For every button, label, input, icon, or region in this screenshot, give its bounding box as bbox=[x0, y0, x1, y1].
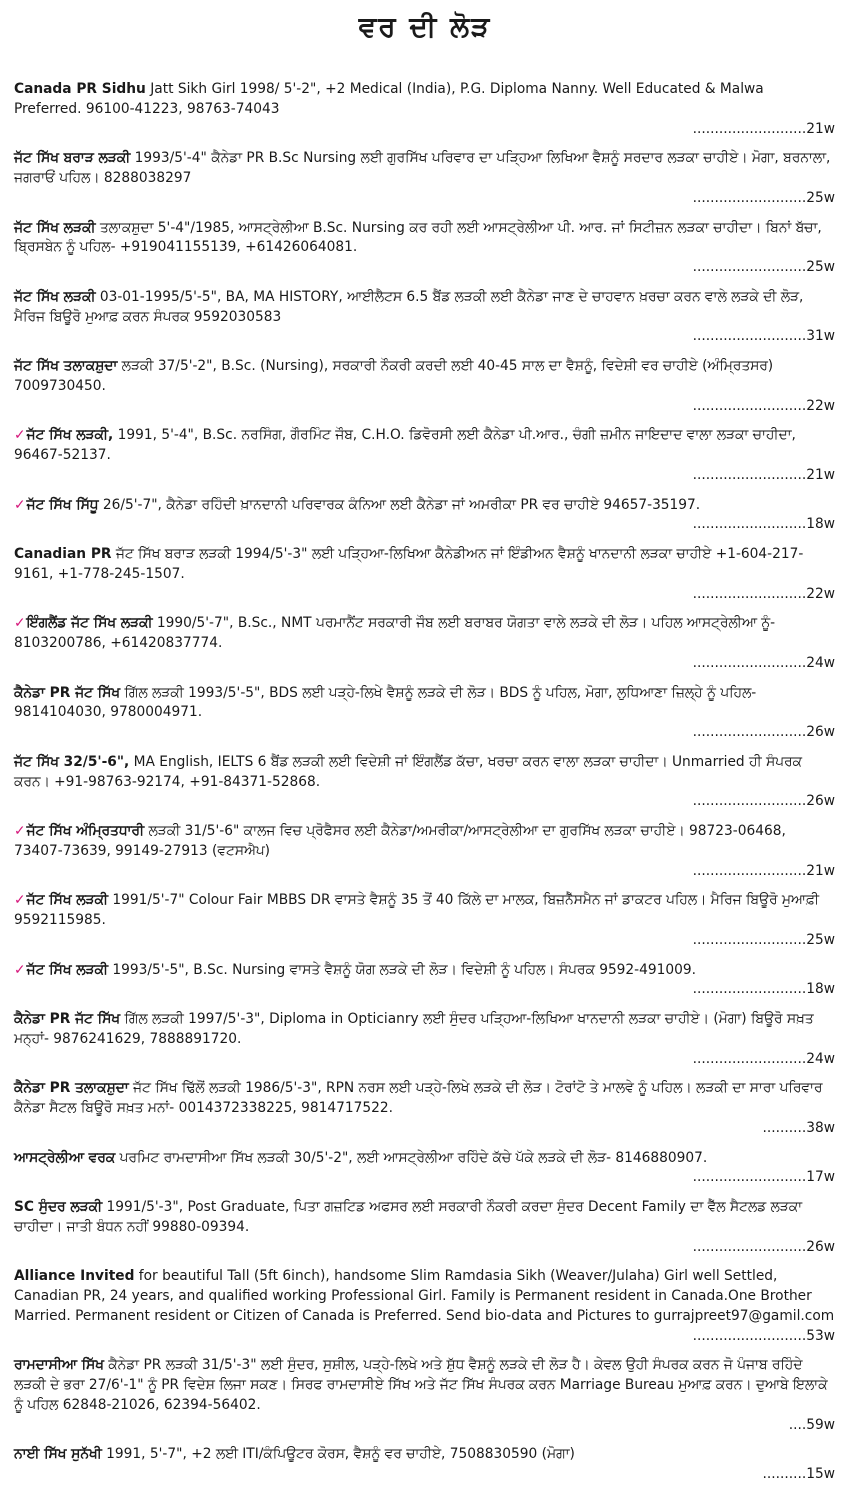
classified-ad bbox=[14, 614, 835, 673]
ad-word-count: ....59w bbox=[788, 1416, 835, 1433]
ad-lead: ਜੱਟ ਸਿੱਖ ਅੰਮ੍ਰਿਤਧਾਰੀ bbox=[26, 823, 145, 839]
ad-text: ਤਲਾਕਸ਼ੁਦਾ 5'-4"/1985, ਆਸਟ੍ਰੇਲੀਆ B.Sc. Nursing ਕਰ ਰਹੀ ਲਈ ਆਸਟ੍ਰੇਲੀਆ ਪੀ. ਆਰ. ਜਾਂ ਸਿਟੀਜ਼ਨ ਲੜਕਾ ਚਾਹੀਦਾ। ਬਿਨਾਂ ਬੱਚਾ, ਬ੍ਰਿਸਬੇਨ ਨੂੰ ਪਹਿਲ- +919041155139, +61426064081. bbox=[14, 219, 822, 256]
classified-ad bbox=[14, 753, 835, 812]
check-mark-icon: ✓ bbox=[14, 615, 26, 632]
ad-word-count: ..........................26w bbox=[692, 724, 835, 740]
ad-text: ਪਰਮਿਟ ਰਾਮਦਾਸੀਆ ਸਿੱਖ ਲੜਕੀ 30/5'-2", ਲਈ ਆਸਟ੍ਰੇਲੀਆ ਰਹਿੰਦੇ ਕੱਚੇ ਪੱਕੇ ਲੜਕੇ ਦੀ ਲੋੜ- 8146880907. bbox=[115, 1149, 708, 1166]
ad-word-count: ..........................18w bbox=[692, 516, 835, 533]
classified-ad bbox=[14, 80, 835, 139]
ad-text: MA English, IELTS 6 ਬੈਂਡ ਲੜਕੀ ਲਈ ਵਿਦੇਸ਼ੀ ਜਾਂ ਇੰਗਲੈਂਡ ਕੱਚਾ, ਖਰਚਾ ਕਰਨ ਵਾਲਾ ਲੜਕਾ ਚਾਹੀਦਾ। Unmarried ਹੀ ਸੰਪਰਕ ਕਰਨ। +91-98763-92174, +91-84371-52868. bbox=[14, 753, 802, 790]
ad-word-count: ..........................24w bbox=[692, 1050, 835, 1067]
ad-lead: Canadian PR bbox=[14, 546, 112, 562]
ad-lead: ਇੰਗਲੈਂਡ ਜੱਟ ਸਿੱਖ ਲੜਕੀ bbox=[26, 615, 153, 632]
ad-lead: ਜੱਟ ਸਿੱਖ ਲੜਕੀ, bbox=[26, 427, 114, 444]
ad-lead: ਆਸਟ੍ਰੇਲੀਆ ਵਰਕ bbox=[14, 1149, 116, 1166]
classified-ad bbox=[14, 357, 835, 416]
ad-lead: ਜੱਟ ਸਿੱਖ ਲੜਕੀ bbox=[26, 892, 108, 909]
ad-lead: ਜੱਟ ਸਿੱਖ 32/5'-6", bbox=[14, 753, 130, 770]
ad-text: Jatt Sikh Girl 1998/ 5'-2", +2 Medical (India), P.G. Diploma Nanny. Well Educated & Malwa Preferred. 96100-41223, 98763-74043 bbox=[14, 81, 764, 117]
ad-lead: ਕੈਨੇਡਾ PR ਜੱਟ ਸਿੱਖ bbox=[14, 684, 120, 701]
classified-ad bbox=[14, 1079, 835, 1138]
ad-word-count: ..........................24w bbox=[692, 654, 835, 671]
check-mark-icon: ✓ bbox=[14, 892, 26, 909]
ad-text: 1993/5'-5", B.Sc. Nursing ਵਾਸਤੇ ਵੈਸ਼ਨੂੰ ਯੋਗ ਲੜਕੇ ਦੀ ਲੋੜ। ਵਿਦੇਸ਼ੀ ਨੂੰ ਪਹਿਲ। ਸੰਪਰਕ 9592-491009. bbox=[108, 961, 697, 978]
ad-lead: ਕੈਨੇਡਾ PR ਜੱਟ ਸਿੱਖ bbox=[14, 1011, 120, 1027]
ad-word-count: ..........................22w bbox=[692, 397, 835, 414]
classified-ad bbox=[14, 288, 835, 347]
ad-lead: ਜੱਟ ਸਿੱਖ ਸਿੱਧੂ bbox=[26, 496, 99, 513]
ad-text: ਲੜਕੀ 31/5'-6" ਕਾਲਜ ਵਿਚ ਪ੍ਰੋਫੈਸਰ ਲਈ ਕੈਨੇਡਾ/ਅਮਰੀਕਾ/ਆਸਟ੍ਰੇਲੀਆ ਦਾ ਗੁਰਸਿੱਖ ਲੜਕਾ ਚਾਹੀਏ। 98723-06468, 73407-73639, 99149-27913 (ਵਟਸਐਪ) bbox=[14, 823, 786, 859]
ad-text: 1990/5'-7", B.Sc., NMT ਪਰਮਾਨੈਂਟ ਸਰਕਾਰੀ ਜੌਬ ਲਈ ਬਰਾਬਰ ਯੋਗਤਾ ਵਾਲੇ ਲੜਕੇ ਦੀ ਲੋੜ। ਪਹਿਲ ਆਸਟ੍ਰੇਲੀਆ ਨੂੰ- 8103200786, +61420837774. bbox=[14, 615, 776, 651]
ad-text: 1991, 5'-4", B.Sc. ਨਰਸਿੰਗ, ਗੌਰਮਿੰਟ ਜੌਬ, C.H.O. ਡਿਵੋਰਸੀ ਲਈ ਕੈਨੇਡਾ ਪੀ.ਆਰ., ਚੰਗੀ ਜ਼ਮੀਨ ਜਾਇਦਾਦ ਵਾਲਾ ਲੜਕਾ ਚਾਹੀਦਾ, 96467-52137. bbox=[14, 427, 796, 463]
ad-word-count: ..........................31w bbox=[692, 328, 835, 345]
classified-ad bbox=[14, 1356, 835, 1435]
classified-ad bbox=[14, 219, 835, 278]
ad-word-count: ..........................18w bbox=[692, 981, 835, 998]
ad-lead: ਜੱਟ ਸਿੱਖ ਤਲਾਕਸ਼ੁਦਾ bbox=[14, 358, 118, 374]
ad-lead: ਜੱਟ ਸਿੱਖ ਲੜਕੀ bbox=[14, 219, 96, 236]
check-mark-icon: ✓ bbox=[14, 961, 26, 978]
ad-word-count: ..........................21w bbox=[692, 466, 835, 483]
ad-text: 03-01-1995/5'-5", BA, MA HISTORY, ਆਈਲੈਟਸ 6.5 ਬੈਂਡ ਲੜਕੀ ਲਈ ਕੈਨੇਡਾ ਜਾਣ ਦੇ ਚਾਹਵਾਨ ਖ਼ਰਚਾ ਕਰਨ ਵਾਲੇ ਲੜਕੇ ਦੀ ਲੋੜ, ਮੈਰਿਜ ਬਿਊਰੋ ਮੁਆਫ਼ ਕਰਨ ਸੰਪਰਕ 9592030583 bbox=[14, 288, 804, 325]
classified-ad bbox=[14, 1010, 835, 1069]
ad-lead: ਕੈਨੇਡਾ PR ਤਲਾਕਸ਼ੁਦਾ bbox=[14, 1080, 129, 1097]
classified-ad bbox=[14, 1445, 835, 1485]
ad-lead: Canada PR Sidhu bbox=[14, 81, 146, 97]
classified-ad bbox=[14, 149, 835, 208]
ad-lead: ਜੱਟ ਸਿੱਖ ਲੜਕੀ bbox=[26, 961, 108, 978]
ad-word-count: ..........................26w bbox=[692, 1238, 835, 1255]
check-mark-icon: ✓ bbox=[14, 823, 26, 839]
ad-lead: ਜੱਟ ਸਿੱਖ ਲੜਕੀ bbox=[14, 288, 96, 305]
ad-lead: ਜੱਟ ਸਿੱਖ ਬਰਾੜ ਲੜਕੀ bbox=[14, 150, 131, 167]
ad-word-count: ..........................25w bbox=[692, 189, 835, 206]
ad-word-count: ..........................21w bbox=[692, 862, 835, 879]
check-mark-icon: ✓ bbox=[14, 496, 26, 513]
classified-ad bbox=[14, 822, 835, 881]
ad-text: ਗਿੱਲ ਲੜਕੀ 1993/5'-5", BDS ਲਈ ਪੜ੍ਹੇ-ਲਿਖੇ ਵੈਸ਼ਨੂੰ ਲੜਕੇ ਦੀ ਲੋੜ। BDS ਨੂੰ ਪਹਿਲ, ਮੋਗਾ, ਲੁਧਿਆਣਾ ਜ਼ਿਲ੍ਹੇ ਨੂੰ ਪਹਿਲ- 9814104030, 9780004971. bbox=[14, 684, 757, 721]
ads-list bbox=[0, 80, 850, 1485]
ad-word-count: ..........................21w bbox=[692, 120, 835, 137]
ad-text: 26/5'-7", ਕੈਨੇਡਾ ਰਹਿੰਦੀ ਖ਼ਾਨਦਾਨੀ ਪਰਿਵਾਰਕ ਕੰਨਿਆ ਲਈ ਕੈਨੇਡਾ ਜਾਂ ਅਮਰੀਕਾ PR ਵਰ ਚਾਹੀਏ 94657-35197. bbox=[98, 496, 701, 513]
classified-ad bbox=[14, 545, 835, 604]
ad-text: 1991/5'-3", Post Graduate, ਪਿਤਾ ਗਜ਼ਟਿਡ ਅਫਸਰ ਲਈ ਸਰਕਾਰੀ ਨੌਕਰੀ ਕਰਦਾ ਸੁੰਦਰ Decent Family ਦਾ ਵੈੱਲ ਸੈਟਲਡ ਲੜਕਾ ਚਾਹੀਦਾ। ਜਾਤੀ ਬੰਧਨ ਨਹੀਂ 99880-09394. bbox=[14, 1199, 803, 1235]
classified-ad bbox=[14, 1198, 835, 1257]
ad-text: 1993/5'-4" ਕੈਨੇਡਾ PR B.Sc Nursing ਲਈ ਗੁਰਸਿੱਖ ਪਰਿਵਾਰ ਦਾ ਪੜ੍ਹਿਆ ਲਿਖਿਆ ਵੈਸ਼ਨੂੰ ਸਰਦਾਰ ਲੜਕਾ ਚਾਹੀਏ। ਮੋਗਾ, ਬਰਨਾਲਾ, ਜਗਰਾਓਂ ਪਹਿਲ। 8288038297 bbox=[14, 150, 831, 186]
ad-text: ਕੈਨੇਡਾ PR ਲੜਕੀ 31/5'-3" ਲਈ ਸੁੰਦਰ, ਸੁਸ਼ੀਲ, ਪੜ੍ਹੇ-ਲਿਖੇ ਅਤੇ ਸ਼ੁੱਧ ਵੈਸ਼ਨੂੰ ਲੜਕੇ ਦੀ ਲੋੜ ਹੈ। ਕੇਵਲ ਉਹੀ ਸੰਪਰਕ ਕਰਨ ਜੋ ਪੰਜਾਬ ਰਹਿੰਦੇ ਲੜਕੀ ਦੇ ਭਰਾ 27/6'-1" ਨੂੰ PR ਵਿਦੇਸ਼ ਲਿਜਾ ਸਕਣ। ਸਿਰਫ ਰਾਮਦਾਸੀਏ ਸਿੱਖ ਅਤੇ ਜੱਟ ਸਿੱਖ ਸੰਪਰਕ ਕਰਨ Marriage Bureau ਮੁਆਫ਼ ਕਰਨ। ਦੁਆਬੇ ਇਲਾਕੇ ਨੂੰ ਪਹਿਲ 62848-21026, 62394-56402. bbox=[14, 1357, 828, 1413]
classified-ad bbox=[14, 1149, 835, 1189]
ad-word-count: ..........................17w bbox=[692, 1169, 835, 1186]
ad-word-count: ..........................25w bbox=[692, 259, 835, 275]
ad-text: for beautiful Tall (5ft 6inch), handsome Slim Ramdasia Sikh (Weaver/Julaha) Girl well Settled, Canadian PR, 24 years, and qualified working Professional Girl. Family is Permanent resident in Canada.One Brother Married. Permanent resident or Citizen of Canada is Preferred. Send bio-data and Pictures to gurrajpreet97@gamil.com bbox=[14, 1268, 835, 1324]
ad-text: ਜੱਟ ਸਿੱਖ ਢਿੱਲੋਂ ਲੜਕੀ 1986/5'-3", RPN ਨਰਸ ਲਈ ਪੜ੍ਹੇ-ਲਿਖੇ ਲੜਕੇ ਦੀ ਲੋੜ। ਟੋਰਾਂਟੋ ਤੇ ਮਾਲਵੇ ਨੂੰ ਪਹਿਲ। ਲੜਕੀ ਦਾ ਸਾਰਾ ਪਰਿਵਾਰ ਕੈਨੇਡਾ ਸੈਟਲ ਬਿਊਰੋ ਸਖ਼ਤ ਮਨਾਂ- 0014372338225, 9814717522. bbox=[14, 1080, 823, 1116]
ad-word-count: ..........................22w bbox=[692, 585, 835, 602]
classified-ad bbox=[14, 961, 835, 1001]
ad-word-count: ..........................25w bbox=[692, 931, 835, 948]
classified-ad bbox=[14, 891, 835, 950]
page-title: ਵਰ ਦੀ ਲੋੜ bbox=[358, 10, 492, 43]
ad-text: 1991, 5'-7", +2 ਲਈ ITI/ਕੰਪਿਊਟਰ ਕੋਰਸ, ਵੈਸ਼ਨੂੰ ਵਰ ਚਾਹੀਏ, 7508830590 (ਮੋਗਾ) bbox=[101, 1446, 575, 1463]
ad-lead: SC ਸੁੰਦਰ ਲੜਕੀ bbox=[14, 1199, 103, 1215]
ad-text: 1991/5'-7" Colour Fair MBBS DR ਵਾਸਤੇ ਵੈਸ਼ਨੂੰ 35 ਤੋਂ 40 ਕਿੱਲੇ ਦਾ ਮਾਲਕ, ਬਿਜ਼ਨੈੱਸਮੈਨ ਜਾਂ ਡਾਕਟਰ ਪਹਿਲ। ਮੈਰਿਜ ਬਿਊਰੋ ਮੁਆਫ਼ੀ 9592115985. bbox=[14, 892, 820, 928]
classified-ad bbox=[14, 426, 835, 485]
ad-lead: ਰਾਮਦਾਸੀਆ ਸਿੱਖ bbox=[14, 1357, 104, 1374]
check-mark-icon: ✓ bbox=[14, 427, 26, 444]
ad-text: ਲੜਕੀ 37/5'-2", B.Sc. (Nursing), ਸਰਕਾਰੀ ਨੌਕਰੀ ਕਰਦੀ ਲਈ 40-45 ਸਾਲ ਦਾ ਵੈਸ਼ਨੂੰ, ਵਿਦੇਸ਼ੀ ਵਰ ਚਾਹੀਏ (ਅੰਮ੍ਰਿਤਸਰ) 7009730450. bbox=[14, 358, 774, 394]
classified-ad bbox=[14, 1267, 835, 1346]
ad-word-count: ..........................26w bbox=[692, 793, 835, 810]
ad-lead: ਨਾਈ ਸਿੱਖ ਸੁਨੱਖੀ bbox=[14, 1446, 102, 1463]
ad-word-count: ..........38w bbox=[762, 1119, 835, 1136]
ad-text: ਗਿੱਲ ਲੜਕੀ 1997/5'-3", Diploma in Opticianry ਲਈ ਸੁੰਦਰ ਪੜ੍ਹਿਆ-ਲਿਖਿਆ ਖਾਨਦਾਨੀ ਲੜਕਾ ਚਾਹੀਏ। (ਮੋਗਾ) ਬਿਊਰੋ ਸਖ਼ਤ ਮਨ੍ਹਾਂ- 9876241629, 7888891720. bbox=[14, 1011, 814, 1047]
ad-word-count: ..........15w bbox=[762, 1466, 835, 1482]
classified-ad bbox=[14, 684, 835, 743]
ad-lead: Alliance Invited bbox=[14, 1268, 135, 1285]
ad-word-count: ..........................53w bbox=[692, 1327, 835, 1344]
classified-ad bbox=[14, 496, 835, 536]
ad-text: ਜੱਟ ਸਿੱਖ ਬਰਾੜ ਲੜਕੀ 1994/5'-3" ਲਈ ਪੜ੍ਹਿਆ-ਲਿਖਿਆ ਕੈਨੇਡੀਅਨ ਜਾਂ ਇੰਡੀਅਨ ਵੈਸ਼ਨੂੰ ਖਾਨਦਾਨੀ ਲੜਕਾ ਚਾਹੀਏ +1-604-217-9161, +1-778-245-1507. bbox=[14, 546, 804, 582]
